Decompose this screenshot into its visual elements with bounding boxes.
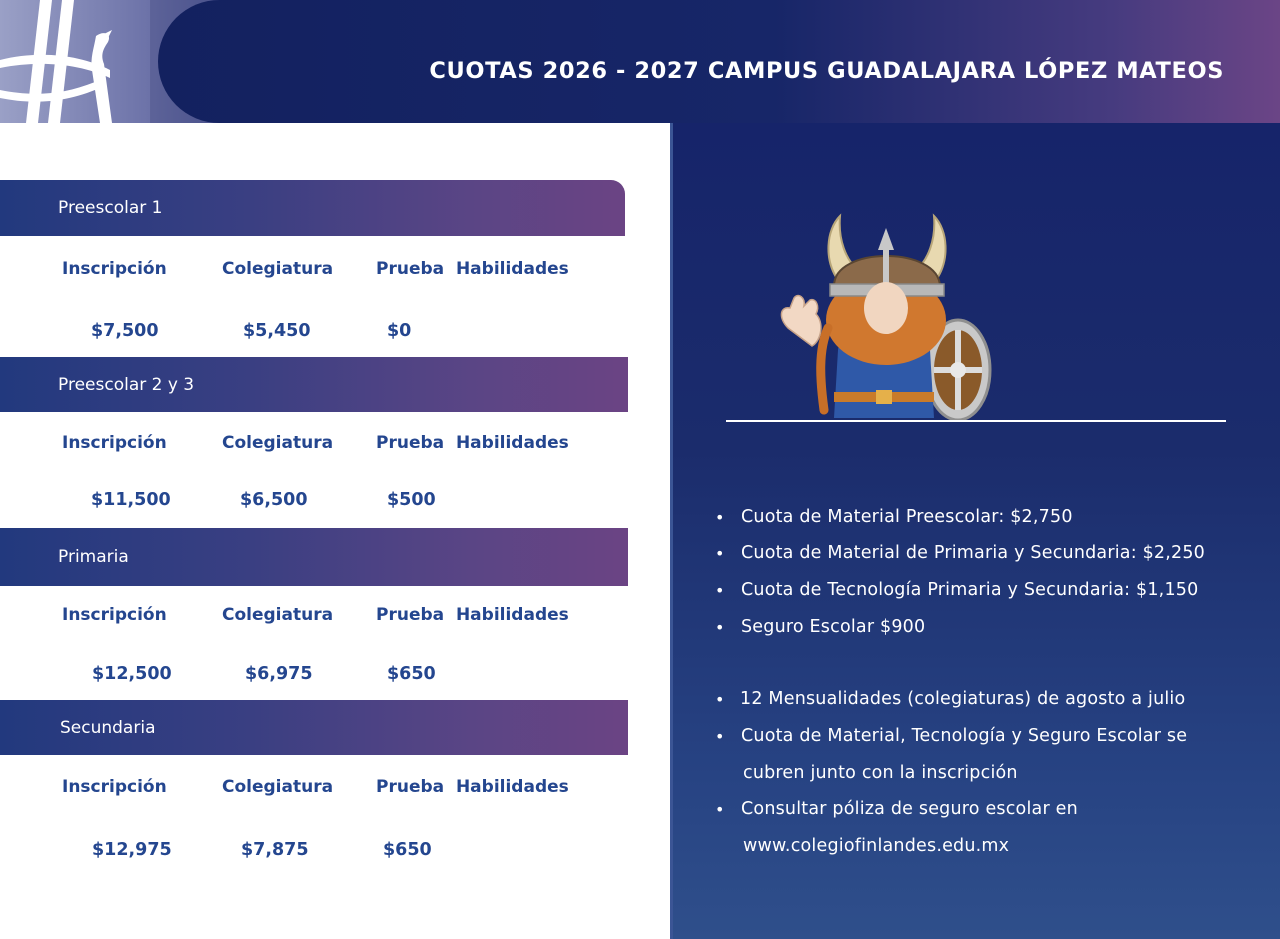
bullet-dot: • (715, 618, 725, 637)
level-header-primaria (0, 528, 628, 586)
level-header-preescolar-1 (0, 180, 625, 236)
value-colegiatura: $6,975 (245, 664, 313, 684)
page-title: CUOTAS 2026 - 2027 CAMPUS GUADALAJARA LÓPEZ MATEOS (429, 58, 1224, 84)
note-cuotas-inscripcion: Cuota de Material, Tecnología y Seguro Escolar se (741, 726, 1188, 746)
column-label-inscripcion: Inscripción (62, 605, 167, 625)
value-prueba: $500 (387, 490, 436, 510)
bullet-dot: • (715, 581, 725, 600)
value-colegiatura: $6,500 (240, 490, 308, 510)
fee-material-primaria-secundaria: Cuota de Material de Primaria y Secundaria: $2,250 (741, 543, 1206, 563)
column-label-inscripcion: Inscripción (62, 259, 167, 279)
value-inscripcion: $11,500 (91, 490, 171, 510)
value-colegiatura: $7,875 (241, 840, 309, 860)
column-label-prueba-habilidades: Prueba Habilidades (376, 433, 569, 453)
fee-material-preescolar: Cuota de Material Preescolar: $2,750 (741, 507, 1073, 527)
note-mensualidades: 12 Mensualidades (colegiaturas) de agosto a julio (740, 689, 1186, 709)
value-prueba: $650 (387, 664, 436, 684)
value-colegiatura: $5,450 (243, 321, 311, 341)
section-divider (726, 420, 1226, 422)
fee-tecnologia: Cuota de Tecnología Primaria y Secundaria: $1,150 (741, 580, 1199, 600)
bullet-dot: • (715, 727, 725, 746)
level-name: Secundaria (60, 717, 156, 738)
column-label-prueba-habilidades: Prueba Habilidades (376, 259, 569, 279)
bullet-dot: • (715, 690, 725, 709)
column-label-colegiatura: Colegiatura (222, 777, 334, 797)
viking-ship-logo-icon (0, 0, 150, 123)
level-header-preescolar-2-y-3 (0, 357, 628, 412)
bullet-dot: • (715, 508, 725, 527)
level-header-secundaria (0, 700, 628, 755)
value-prueba: $0 (387, 321, 412, 341)
column-label-prueba-habilidades: Prueba Habilidades (376, 777, 569, 797)
column-label-prueba-habilidades: Prueba Habilidades (376, 605, 569, 625)
value-inscripcion: $12,975 (92, 840, 172, 860)
level-name: Preescolar 1 (58, 198, 163, 218)
level-name: Preescolar 2 y 3 (58, 374, 195, 395)
column-label-inscripcion: Inscripción (62, 433, 167, 453)
website-link[interactable]: www.colegiofinlandes.edu.mx (743, 836, 1010, 856)
column-label-colegiatura: Colegiatura (222, 259, 334, 279)
note-poliza: Consultar póliza de seguro escolar en (741, 799, 1078, 819)
viking-mascot-icon (768, 210, 1000, 422)
level-name: Primaria (58, 547, 129, 567)
column-label-inscripcion: Inscripción (62, 777, 167, 797)
value-prueba: $650 (383, 840, 432, 860)
value-inscripcion: $12,500 (92, 664, 172, 684)
fee-seguro-escolar: Seguro Escolar $900 (741, 617, 926, 637)
note-cuotas-inscripcion-cont: cubren junto con la inscripción (743, 763, 1018, 783)
value-inscripcion: $7,500 (91, 321, 159, 341)
column-label-colegiatura: Colegiatura (222, 433, 334, 453)
bullet-dot: • (715, 800, 725, 819)
bullet-dot: • (715, 544, 725, 563)
column-label-colegiatura: Colegiatura (222, 605, 334, 625)
